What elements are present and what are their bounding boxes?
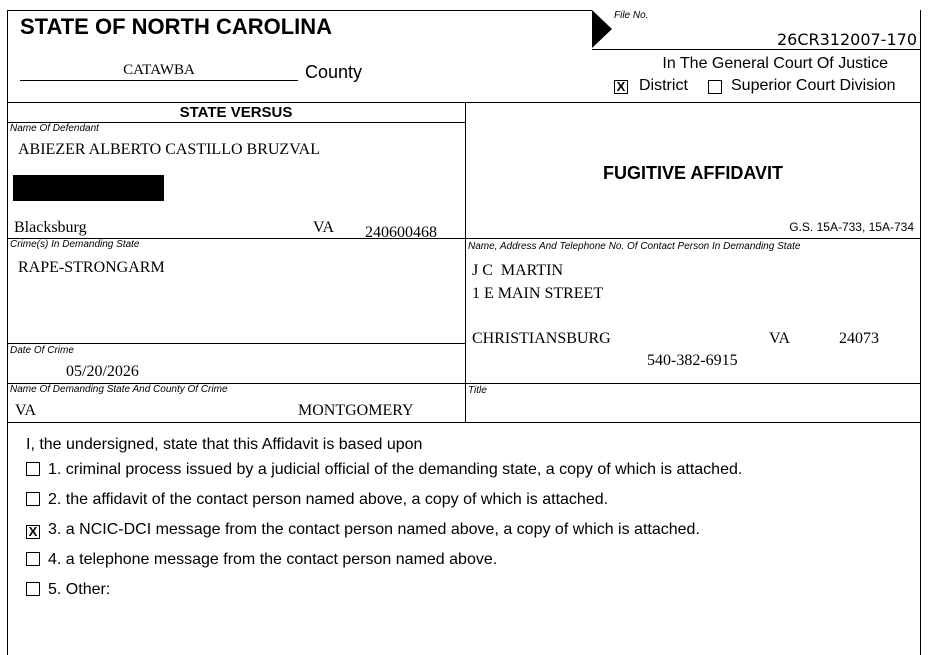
basis-option-3-text: a NCIC-DCI message from the contact person named above, a copy of which is attached. xyxy=(65,521,700,538)
file-number: 26CR312007-170 xyxy=(776,30,917,49)
basis-option-1-text: criminal process issued by a judicial official of the demanding state, a copy of which is attached. xyxy=(65,461,743,478)
court-line: In The General Court Of Justice xyxy=(662,55,888,72)
basis-option-1-checkbox[interactable] xyxy=(26,462,40,476)
form-title: FUGITIVE AFFIDAVIT xyxy=(603,163,783,183)
basis-option-4-number: 4. xyxy=(48,551,62,568)
redacted-block xyxy=(13,175,164,201)
basis-option-2-checkbox[interactable] xyxy=(26,492,40,506)
defendant-city: Blacksburg xyxy=(14,219,87,236)
file-arrow-icon xyxy=(592,10,612,48)
row-divider-date xyxy=(7,343,465,344)
demanding-county: MONTGOMERY xyxy=(298,402,414,419)
contact-title-label: Title xyxy=(468,385,487,396)
statute-reference: G.S. 15A-733, 15A-734 xyxy=(789,220,914,234)
header-divider xyxy=(7,102,921,103)
district-label: District xyxy=(639,77,688,94)
basis-option-4 xyxy=(26,551,497,569)
contact-label: Name, Address And Telephone No. Of Contact Person In Demanding State xyxy=(468,241,801,252)
basis-option-5-checkbox[interactable] xyxy=(26,582,40,596)
demanding-state: VA xyxy=(15,402,37,419)
state-versus-heading: STATE VERSUS xyxy=(179,104,293,121)
contact-zip: 24073 xyxy=(839,330,879,347)
contact-city: CHRISTIANSBURG xyxy=(472,330,611,347)
basis-option-4-text: a telephone message from the contact person named above. xyxy=(65,551,498,568)
date-of-crime: 05/20/2026 xyxy=(66,363,139,380)
basis-option-5 xyxy=(26,581,110,599)
county-value: CATAWBA xyxy=(123,62,195,78)
date-of-crime-label: Date Of Crime xyxy=(10,345,74,356)
defendant-name: ABIEZER ALBERTO CASTILLO BRUZVAL xyxy=(18,141,321,158)
basis-option-5-number: 5. xyxy=(48,581,62,598)
affidavit-intro: I, the undersigned, state that this Affidavit is based upon xyxy=(26,436,423,453)
basis-option-5-text: Other: xyxy=(65,581,111,598)
defendant-zip: 240600468 xyxy=(365,224,437,241)
defendant-state: VA xyxy=(313,219,335,236)
basis-option-3-checkbox[interactable]: X xyxy=(26,525,40,539)
county-label: County xyxy=(305,62,363,82)
contact-phone: 540-382-6915 xyxy=(647,352,738,369)
basis-option-1 xyxy=(26,461,742,479)
row-divider-1 xyxy=(7,238,921,239)
contact-name: J C MARTIN xyxy=(472,262,564,279)
contact-state: VA xyxy=(769,330,791,347)
center-divider xyxy=(465,102,466,422)
county-underline xyxy=(20,80,298,81)
crimes-label: Crime(s) In Demanding State xyxy=(10,239,140,250)
row-divider-3 xyxy=(7,422,921,423)
basis-option-3 xyxy=(26,521,700,539)
basis-option-2-number: 2. xyxy=(48,491,62,508)
state-title: STATE OF NORTH CAROLINA xyxy=(20,14,333,39)
district-checkbox[interactable]: X xyxy=(614,80,628,94)
crimes-value: RAPE-STRONGARM xyxy=(18,259,165,276)
basis-option-2-text: the affidavit of the contact person named above, a copy of which is attached. xyxy=(65,491,609,508)
file-no-underline xyxy=(592,49,921,50)
right-border xyxy=(920,10,921,655)
file-no-label: File No. xyxy=(614,10,649,21)
basis-option-4-checkbox[interactable] xyxy=(26,552,40,566)
demanding-state-label: Name Of Demanding State And County Of Crime xyxy=(10,384,228,395)
top-border xyxy=(7,10,592,11)
basis-option-3-number: 3. xyxy=(48,521,62,538)
superior-court-checkbox[interactable] xyxy=(708,80,722,94)
superior-court-label: Superior Court Division xyxy=(731,77,896,94)
basis-option-2 xyxy=(26,491,608,509)
basis-option-1-number: 1. xyxy=(48,461,62,478)
defendant-name-label: Name Of Defendant xyxy=(10,123,99,134)
contact-street: 1 E MAIN STREET xyxy=(472,285,604,302)
